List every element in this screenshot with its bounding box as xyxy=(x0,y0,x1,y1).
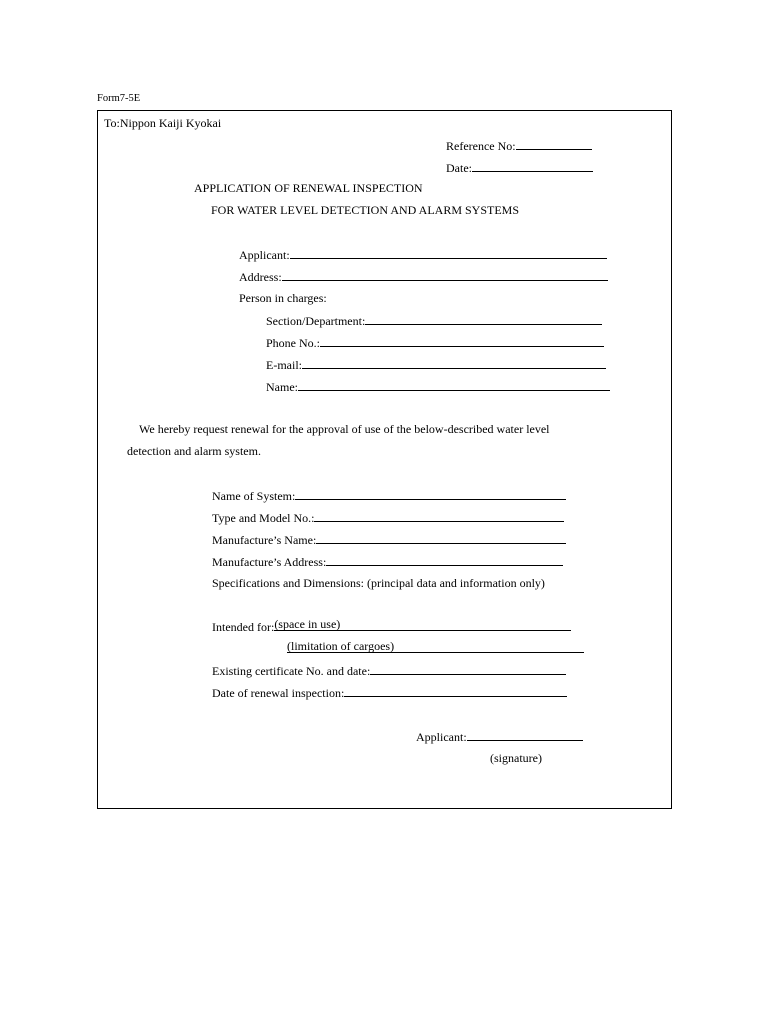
phone-field[interactable] xyxy=(266,335,604,350)
request-text-line-2: detection and alarm system. xyxy=(127,444,261,458)
name-line[interactable] xyxy=(298,379,610,391)
title-line-2: FOR WATER LEVEL DETECTION AND ALARM SYSTEMS xyxy=(211,203,520,217)
type-model-label: Type and Model No.: xyxy=(212,511,315,525)
applicant-line[interactable] xyxy=(290,247,607,259)
date-label: Date: xyxy=(446,161,472,175)
signature-line[interactable] xyxy=(467,729,583,741)
applicant-label: Applicant: xyxy=(239,248,290,262)
email-line[interactable] xyxy=(302,357,606,369)
reference-no-line[interactable] xyxy=(516,138,592,150)
manufacturer-name-label: Manufacture’s Name: xyxy=(212,533,317,547)
renewal-date-field[interactable] xyxy=(212,685,567,700)
system-name-line[interactable] xyxy=(295,488,566,500)
renewal-date-label: Date of renewal inspection: xyxy=(212,686,345,700)
addressee: To:Nippon Kaiji Kyokai xyxy=(104,116,222,130)
signature-applicant-label: Applicant: xyxy=(416,730,467,744)
renewal-date-line[interactable] xyxy=(344,685,567,697)
type-model-line[interactable] xyxy=(314,510,564,522)
person-in-charges-label: Person in charges: xyxy=(239,291,327,305)
form-number: Form7-5E xyxy=(97,93,141,104)
manufacturer-address-label: Manufacture’s Address: xyxy=(212,555,327,569)
existing-certificate-line[interactable] xyxy=(370,663,566,675)
manufacturer-address-field[interactable] xyxy=(212,554,563,569)
manufacturer-name-line[interactable] xyxy=(316,532,566,544)
system-name-field[interactable] xyxy=(212,488,566,503)
section-field[interactable] xyxy=(266,313,602,328)
existing-certificate-field[interactable] xyxy=(212,663,566,678)
signature-applicant-field[interactable] xyxy=(416,729,583,744)
limitation-of-cargoes-line[interactable] xyxy=(287,641,584,653)
limitation-of-cargoes-field[interactable] xyxy=(287,641,584,656)
request-text-line-1: We hereby request renewal for the approval of use of the below-described water level xyxy=(139,422,550,436)
manufacturer-name-field[interactable] xyxy=(212,532,566,547)
email-label: E-mail: xyxy=(266,358,302,372)
date-field[interactable] xyxy=(446,160,593,175)
type-model-field[interactable] xyxy=(212,510,564,525)
address-label: Address: xyxy=(239,270,282,284)
phone-label: Phone No.: xyxy=(266,336,320,350)
system-name-label: Name of System: xyxy=(212,489,296,503)
phone-line[interactable] xyxy=(320,335,604,347)
section-label: Section/Department: xyxy=(266,314,366,328)
name-field[interactable] xyxy=(266,379,610,394)
form-frame xyxy=(97,110,672,809)
specifications-label: Specifications and Dimensions: (principal data and information only) xyxy=(212,576,545,590)
space-in-use-line[interactable] xyxy=(274,619,571,631)
intended-for-field[interactable] xyxy=(212,619,571,634)
intended-for-label: Intended for: xyxy=(212,620,275,634)
address-line[interactable] xyxy=(282,269,608,281)
space-in-use-text: (space in use) xyxy=(274,617,341,631)
signature-caption: (signature) xyxy=(490,751,542,765)
applicant-field[interactable] xyxy=(239,247,607,262)
name-label: Name: xyxy=(266,380,298,394)
existing-certificate-label: Existing certificate No. and date: xyxy=(212,664,371,678)
limitation-of-cargoes-text: (limitation of cargoes) xyxy=(287,639,395,653)
manufacturer-address-line[interactable] xyxy=(326,554,563,566)
address-field[interactable] xyxy=(239,269,608,284)
reference-no-field[interactable] xyxy=(446,138,592,153)
title-line-1: APPLICATION OF RENEWAL INSPECTION xyxy=(194,181,423,195)
date-line[interactable] xyxy=(472,160,593,172)
reference-no-label: Reference No: xyxy=(446,139,516,153)
section-line[interactable] xyxy=(365,313,602,325)
email-field[interactable] xyxy=(266,357,606,372)
